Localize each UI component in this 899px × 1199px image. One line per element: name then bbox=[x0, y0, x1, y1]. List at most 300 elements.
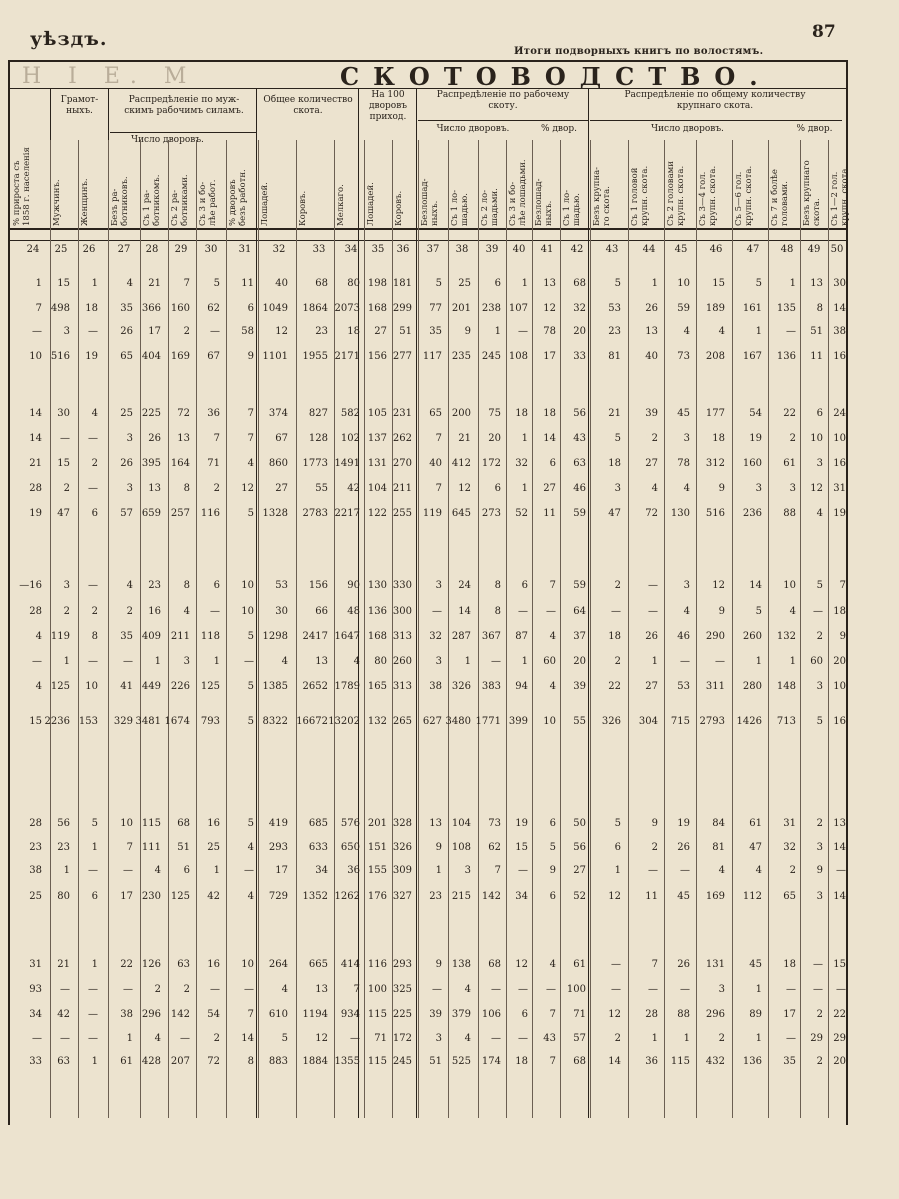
table-cell: 47 bbox=[749, 842, 762, 853]
table-cell: 1 bbox=[91, 842, 98, 853]
table-cell: — bbox=[244, 984, 254, 995]
table-cell: 29 bbox=[833, 1033, 846, 1044]
table-cell: — bbox=[813, 984, 823, 995]
col-number-26: 26 bbox=[82, 244, 96, 255]
table-cell: 57 bbox=[120, 508, 133, 519]
table-cell: 20 bbox=[488, 433, 501, 444]
table-cell: — bbox=[491, 984, 501, 995]
table-cell: 164 bbox=[170, 458, 190, 469]
table-cell: 1884 bbox=[302, 1056, 328, 1067]
table-cell: 208 bbox=[705, 351, 725, 362]
table-cell: 6 bbox=[183, 865, 190, 876]
title-fragment-left: Н І Е. М bbox=[22, 64, 197, 89]
table-cell: 827 bbox=[308, 408, 328, 419]
table-cell: 30 bbox=[833, 278, 846, 289]
table-cell: 48 bbox=[347, 606, 360, 617]
table-cell: 18 bbox=[783, 959, 796, 970]
table-cell: 4 bbox=[281, 656, 288, 667]
table-cell: 3 bbox=[683, 580, 690, 591]
table-cell: 56 bbox=[573, 408, 586, 419]
col-header-25: Мужчинъ. bbox=[52, 179, 62, 226]
table-cell: 659 bbox=[141, 508, 161, 519]
table-cell: 12 bbox=[810, 483, 823, 494]
table-cell: 52 bbox=[515, 508, 528, 519]
table-cell: 46 bbox=[677, 631, 690, 642]
table-cell: 1 bbox=[494, 326, 501, 337]
table-cell: 20 bbox=[573, 326, 586, 337]
table-cell: 84 bbox=[712, 818, 725, 829]
table-cell: 132 bbox=[776, 631, 796, 642]
section-title: СКОТОВОДСТВО. bbox=[340, 62, 772, 91]
table-cell: 125 bbox=[200, 681, 220, 692]
table-cell: 6 bbox=[549, 891, 556, 902]
table-cell: 31 bbox=[833, 483, 846, 494]
table-cell: 136 bbox=[367, 606, 387, 617]
table-cell: 106 bbox=[481, 1009, 501, 1020]
table-cell: 169 bbox=[170, 351, 190, 362]
table-cell: 26 bbox=[677, 842, 690, 853]
table-cell: 36 bbox=[347, 865, 360, 876]
table-cell: 38 bbox=[29, 865, 42, 876]
table-cell: 115 bbox=[141, 818, 161, 829]
table-cell: — bbox=[123, 656, 133, 667]
table-cell: 12 bbox=[608, 1009, 621, 1020]
table-cell: 26 bbox=[120, 326, 133, 337]
table-cell: — bbox=[432, 606, 442, 617]
table-cell: 7 bbox=[213, 433, 220, 444]
table-cell: — bbox=[432, 984, 442, 995]
table-cell: 15 bbox=[712, 278, 725, 289]
group-raspr-rab: Распредѣленіе по рабочему скоту. bbox=[436, 90, 570, 111]
table-cell: — bbox=[123, 865, 133, 876]
table-cell: 9 bbox=[839, 631, 846, 642]
table-cell: 4 bbox=[126, 580, 133, 591]
table-cell: 54 bbox=[207, 1009, 220, 1020]
table-cell: 7 bbox=[435, 433, 442, 444]
table-cell: — bbox=[680, 984, 690, 995]
table-cell: 2 bbox=[816, 1056, 823, 1067]
table-cell: 1789 bbox=[334, 681, 360, 692]
table-cell: 1 bbox=[789, 656, 796, 667]
table-cell: 2652 bbox=[302, 681, 328, 692]
table-cell: 2 bbox=[816, 1009, 823, 1020]
rule-sub-2 bbox=[418, 120, 588, 121]
col-number-33: 33 bbox=[312, 244, 326, 255]
table-cell: 7 bbox=[353, 984, 360, 995]
table-cell: 383 bbox=[481, 681, 501, 692]
table-cell: 67 bbox=[275, 433, 288, 444]
table-cell: 5 bbox=[614, 818, 621, 829]
table-cell: 9 bbox=[718, 483, 725, 494]
table-cell: 16 bbox=[833, 458, 846, 469]
table-cell: 7 bbox=[435, 483, 442, 494]
col-number-38: 38 bbox=[455, 244, 469, 255]
table-cell: 414 bbox=[340, 959, 360, 970]
page-number: 87 bbox=[812, 22, 836, 42]
table-cell: 2 bbox=[154, 984, 161, 995]
table-cell: 16 bbox=[207, 959, 220, 970]
table-cell: 27 bbox=[573, 865, 586, 876]
table-cell: 3 bbox=[183, 656, 190, 667]
table-cell: 4 bbox=[247, 891, 254, 902]
table-cell: 379 bbox=[451, 1009, 471, 1020]
col-number-42: 42 bbox=[570, 244, 584, 255]
table-cell: 35 bbox=[120, 303, 133, 314]
table-cell: 13 bbox=[429, 818, 442, 829]
table-cell: 2793 bbox=[699, 716, 725, 727]
table-cell: 132 bbox=[367, 716, 387, 727]
table-cell: 25 bbox=[29, 891, 42, 902]
table-cell: 19 bbox=[833, 508, 846, 519]
table-cell: — bbox=[813, 959, 823, 970]
table-cell: 9 bbox=[718, 606, 725, 617]
table-cell: 1 bbox=[35, 278, 42, 289]
page-subtitle: Итоги подворныхъ книгъ по волостямъ. bbox=[514, 46, 764, 57]
col-header-36: Коровъ. bbox=[394, 190, 404, 226]
table-cell: 2 bbox=[651, 433, 658, 444]
table-cell: 449 bbox=[141, 681, 161, 692]
table-cell: 934 bbox=[340, 1009, 360, 1020]
table-cell: 22 bbox=[833, 1009, 846, 1020]
table-cell: 27 bbox=[543, 483, 556, 494]
table-cell: 75 bbox=[488, 408, 501, 419]
table-cell: 43 bbox=[573, 433, 586, 444]
table-cell: 20 bbox=[833, 1056, 846, 1067]
table-cell: — bbox=[244, 656, 254, 667]
table-cell: 309 bbox=[392, 865, 412, 876]
table-cell: 151 bbox=[367, 842, 387, 853]
table-cell: 38 bbox=[833, 326, 846, 337]
table-cell: 715 bbox=[670, 716, 690, 727]
table-cell: 198 bbox=[367, 278, 387, 289]
table-cell: — bbox=[715, 656, 725, 667]
table-cell: — bbox=[546, 984, 556, 995]
group-gramotnykh: Грамот- ныхъ. bbox=[60, 95, 99, 116]
table-cell: 102 bbox=[340, 433, 360, 444]
table-cell: 42 bbox=[347, 483, 360, 494]
table-cell: 313 bbox=[392, 681, 412, 692]
col-number-49: 49 bbox=[807, 244, 821, 255]
table-cell: 22 bbox=[783, 408, 796, 419]
table-cell: 108 bbox=[508, 351, 528, 362]
table-cell: 2 bbox=[63, 483, 70, 494]
table-cell: 4 bbox=[683, 606, 690, 617]
table-cell: — bbox=[60, 433, 70, 444]
table-cell: 3 bbox=[63, 326, 70, 337]
table-cell: 4 bbox=[247, 458, 254, 469]
group-chislo-dvorov-3: Число дворовъ. bbox=[651, 124, 724, 134]
table-cell: 59 bbox=[573, 508, 586, 519]
table-cell: 10 bbox=[241, 959, 254, 970]
table-cell: 18 bbox=[608, 458, 621, 469]
table-cell: 27 bbox=[645, 681, 658, 692]
table-cell: — bbox=[546, 606, 556, 617]
table-cell: 30 bbox=[275, 606, 288, 617]
table-cell: 21 bbox=[148, 278, 161, 289]
table-cell: 1 bbox=[789, 278, 796, 289]
table-cell: 2236 bbox=[44, 716, 70, 727]
table-cell: 793 bbox=[200, 716, 220, 727]
table-cell: 39 bbox=[645, 408, 658, 419]
table-cell: 313 bbox=[392, 631, 412, 642]
table-cell: 14 bbox=[833, 842, 846, 853]
table-cell: 2 bbox=[816, 818, 823, 829]
table-cell: 4 bbox=[353, 656, 360, 667]
table-cell: 18 bbox=[833, 606, 846, 617]
table-cell: 226 bbox=[170, 681, 190, 692]
table-cell: 42 bbox=[57, 1009, 70, 1020]
table-cell: 104 bbox=[367, 483, 387, 494]
table-cell: 211 bbox=[392, 483, 412, 494]
table-cell: 257 bbox=[170, 508, 190, 519]
table-cell: 270 bbox=[392, 458, 412, 469]
col-number-35: 35 bbox=[371, 244, 385, 255]
table-cell: 72 bbox=[207, 1056, 220, 1067]
table-cell: 7 bbox=[549, 1009, 556, 1020]
table-cell: 119 bbox=[50, 631, 70, 642]
col-header-43: Безъ крупна- го скота. bbox=[592, 166, 612, 226]
table-cell: — bbox=[244, 865, 254, 876]
col-number-45: 45 bbox=[674, 244, 688, 255]
col-header-47: Съ 5—6 гол. крупн. скота. bbox=[734, 165, 754, 226]
col-header-41: Безлошад- ныхъ. bbox=[534, 178, 554, 226]
table-cell: 61 bbox=[783, 458, 796, 469]
table-cell: 1355 bbox=[334, 1056, 360, 1067]
table-cell: 1426 bbox=[736, 716, 762, 727]
table-cell: 1 bbox=[126, 1033, 133, 1044]
table-cell: 72 bbox=[177, 408, 190, 419]
table-cell: 189 bbox=[705, 303, 725, 314]
table-cell: 9 bbox=[651, 818, 658, 829]
table-cell: 4 bbox=[464, 984, 471, 995]
table-cell: 131 bbox=[705, 959, 725, 970]
table-cell: 230 bbox=[141, 891, 161, 902]
table-cell: 5 bbox=[213, 278, 220, 289]
table-cell: 1 bbox=[91, 278, 98, 289]
table-cell: 2 bbox=[91, 458, 98, 469]
table-cell: 3 bbox=[435, 580, 442, 591]
table-cell: 56 bbox=[57, 818, 70, 829]
table-cell: 12 bbox=[515, 959, 528, 970]
table-cell: 53 bbox=[275, 580, 288, 591]
table-cell: 53 bbox=[677, 681, 690, 692]
col-number-24: 24 bbox=[26, 244, 40, 255]
table-cell: 1328 bbox=[262, 508, 288, 519]
table-cell: 131 bbox=[367, 458, 387, 469]
table-cell: 650 bbox=[340, 842, 360, 853]
table-cell: — bbox=[518, 1033, 528, 1044]
table-cell: 22 bbox=[120, 959, 133, 970]
table-cell: 7 bbox=[247, 408, 254, 419]
table-cell: 33 bbox=[573, 351, 586, 362]
table-cell: 38 bbox=[429, 681, 442, 692]
group-raspr-krup: Распредѣленіе по общему количеству крупнаго скота. bbox=[624, 90, 806, 111]
table-cell: — bbox=[88, 326, 98, 337]
table-cell: 1491 bbox=[334, 458, 360, 469]
col-number-47: 47 bbox=[746, 244, 760, 255]
table-cell: 32 bbox=[429, 631, 442, 642]
bleed-through-text bbox=[60, 1130, 840, 1170]
table-cell: 13 bbox=[810, 278, 823, 289]
table-cell: 66 bbox=[315, 606, 328, 617]
table-cell: 29 bbox=[810, 1033, 823, 1044]
table-cell: 8 bbox=[816, 303, 823, 314]
table-cell: 5 bbox=[435, 278, 442, 289]
table-cell: 13 bbox=[315, 984, 328, 995]
table-cell: 112 bbox=[742, 891, 762, 902]
col-header-39: Съ 2 ло- шадьми. bbox=[480, 188, 500, 226]
table-cell: 27 bbox=[374, 326, 387, 337]
table-cell: 17 bbox=[543, 351, 556, 362]
col-number-39: 39 bbox=[485, 244, 499, 255]
table-cell: 38 bbox=[120, 1009, 133, 1020]
group-raspr-sila: Распредѣленіе по муж- скимъ рабочимъ силамъ. bbox=[124, 95, 244, 116]
table-cell: 71 bbox=[573, 1009, 586, 1020]
table-cell: 9 bbox=[464, 326, 471, 337]
table-cell: 3 bbox=[816, 458, 823, 469]
table-cell: 7 bbox=[183, 278, 190, 289]
table-cell: 148 bbox=[776, 681, 796, 692]
table-cell: 4 bbox=[789, 606, 796, 617]
table-cell: 14 bbox=[608, 1056, 621, 1067]
col-header-38: Съ 1 ло- шадью. bbox=[450, 189, 470, 226]
table-cell: 34 bbox=[515, 891, 528, 902]
table-cell: 3480 bbox=[445, 716, 471, 727]
col-header-49: Безъ крупнаго скота. bbox=[802, 160, 822, 226]
table-cell: 2217 bbox=[334, 508, 360, 519]
table-cell: 6 bbox=[521, 1009, 528, 1020]
table-cell: 10 bbox=[120, 818, 133, 829]
table-cell: 4 bbox=[651, 483, 658, 494]
table-cell: 326 bbox=[601, 716, 621, 727]
col-header-48: Съ 7 и болѣе головами. bbox=[770, 169, 790, 226]
table-cell: 4 bbox=[126, 278, 133, 289]
table-cell: 2 bbox=[789, 433, 796, 444]
table-cell: 260 bbox=[392, 656, 412, 667]
table-cell: — bbox=[491, 656, 501, 667]
col-number-50: 50 bbox=[830, 244, 844, 255]
table-cell: 14 bbox=[749, 580, 762, 591]
table-cell: 2783 bbox=[302, 508, 328, 519]
table-cell: 35 bbox=[783, 1056, 796, 1067]
table-cell: 3 bbox=[435, 656, 442, 667]
table-cell: 2 bbox=[614, 656, 621, 667]
table-cell: 15 bbox=[833, 959, 846, 970]
table-cell: 93 bbox=[29, 984, 42, 995]
table-cell: 18 bbox=[85, 303, 98, 314]
table-cell: 6 bbox=[213, 580, 220, 591]
table-cell: 161 bbox=[742, 303, 762, 314]
table-cell: 2 bbox=[63, 606, 70, 617]
table-cell: 4 bbox=[281, 984, 288, 995]
table-cell: 128 bbox=[308, 433, 328, 444]
table-cell: 168 bbox=[367, 631, 387, 642]
table-cell: 47 bbox=[57, 508, 70, 519]
col-header-28: Съ 1 ра- ботникомъ. bbox=[142, 174, 162, 226]
table-cell: 26 bbox=[120, 458, 133, 469]
table-cell: — bbox=[518, 606, 528, 617]
table-cell: 1049 bbox=[262, 303, 288, 314]
table-cell: 4 bbox=[91, 408, 98, 419]
table-cell: 1 bbox=[63, 865, 70, 876]
table-cell: 26 bbox=[645, 303, 658, 314]
table-cell: 36 bbox=[645, 1056, 658, 1067]
table-cell: 2 bbox=[651, 842, 658, 853]
table-cell: 9 bbox=[816, 865, 823, 876]
table-cell: 3 bbox=[789, 483, 796, 494]
table-cell: — bbox=[611, 959, 621, 970]
table-cell: 10 bbox=[833, 681, 846, 692]
table-cell: 3 bbox=[816, 891, 823, 902]
col-header-45: Съ 2 головами крупн. скота. bbox=[666, 161, 686, 226]
table-cell: — bbox=[210, 326, 220, 337]
table-cell: 80 bbox=[374, 656, 387, 667]
table-cell: 13 bbox=[148, 483, 161, 494]
table-cell: 172 bbox=[392, 1033, 412, 1044]
table-cell: 115 bbox=[670, 1056, 690, 1067]
table-cell: 326 bbox=[392, 842, 412, 853]
group-pct-dvor-1: % двор. bbox=[540, 124, 578, 134]
table-cell: 26 bbox=[677, 959, 690, 970]
table-cell: 59 bbox=[573, 580, 586, 591]
table-cell: 3 bbox=[816, 842, 823, 853]
rule-colnum-bottom bbox=[8, 240, 848, 241]
table-cell: 25 bbox=[458, 278, 471, 289]
table-cell: 1864 bbox=[302, 303, 328, 314]
table-cell: 27 bbox=[645, 458, 658, 469]
table-cell: 296 bbox=[705, 1009, 725, 1020]
rule-header-bottom bbox=[8, 228, 848, 230]
table-cell: 26 bbox=[148, 433, 161, 444]
table-cell: 2 bbox=[213, 1033, 220, 1044]
table-cell: 12 bbox=[241, 483, 254, 494]
table-cell: 1262 bbox=[334, 891, 360, 902]
table-cell: 89 bbox=[749, 1009, 762, 1020]
table-cell: — bbox=[88, 580, 98, 591]
table-cell: 432 bbox=[705, 1056, 725, 1067]
table-cell: 419 bbox=[268, 818, 288, 829]
table-cell: 16672 bbox=[296, 716, 328, 727]
table-cell: 40 bbox=[645, 351, 658, 362]
table-cell: 2 bbox=[718, 1033, 725, 1044]
table-cell: 7 bbox=[247, 1009, 254, 1020]
table-cell: 27 bbox=[275, 483, 288, 494]
table-cell: — bbox=[210, 606, 220, 617]
table-cell: 18 bbox=[543, 408, 556, 419]
table-cell: 15 bbox=[515, 842, 528, 853]
table-cell: 34 bbox=[29, 1009, 42, 1020]
table-cell: 18 bbox=[515, 1056, 528, 1067]
col-number-41: 41 bbox=[540, 244, 554, 255]
table-cell: 23 bbox=[315, 326, 328, 337]
table-cell: 4 bbox=[35, 631, 42, 642]
table-cell: 293 bbox=[392, 959, 412, 970]
table-cell: — bbox=[611, 606, 621, 617]
group-obshchee: Общее количество скота. bbox=[263, 95, 353, 116]
table-cell: 65 bbox=[783, 891, 796, 902]
table-cell: 63 bbox=[57, 1056, 70, 1067]
table-cell: 9 bbox=[247, 351, 254, 362]
table-cell: 5 bbox=[247, 631, 254, 642]
table-cell: 2 bbox=[213, 483, 220, 494]
table-cell: 23 bbox=[429, 891, 442, 902]
table-cell: 5 bbox=[755, 278, 762, 289]
table-cell: 68 bbox=[177, 818, 190, 829]
table-cell: 5 bbox=[281, 1033, 288, 1044]
rule-sub-1 bbox=[110, 132, 256, 133]
table-cell: 104 bbox=[451, 818, 471, 829]
table-cell: 15 bbox=[29, 716, 42, 727]
